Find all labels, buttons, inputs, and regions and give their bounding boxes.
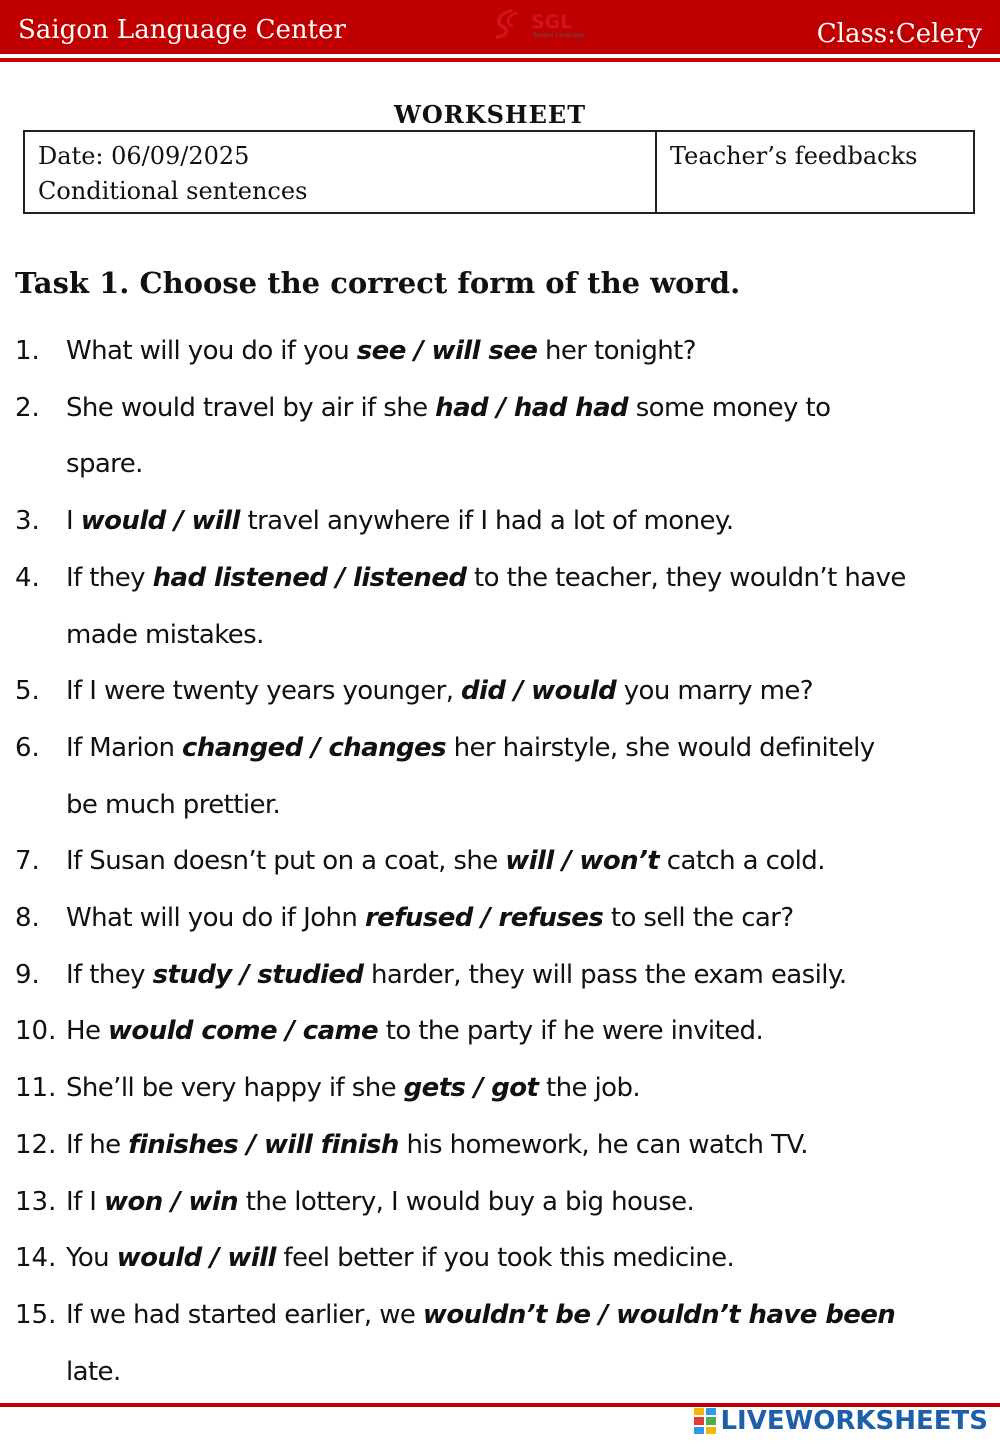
question-line	[66, 960, 847, 990]
question-number: 4.	[15, 562, 40, 593]
question-text-before: You	[66, 1243, 117, 1274]
question-line	[66, 1357, 121, 1387]
question-line	[66, 1073, 640, 1103]
logo-subtext: Saigon Language	[533, 32, 585, 39]
question-number: 3.	[15, 506, 40, 537]
question-answer-options[interactable]: had / had had	[435, 392, 629, 423]
question-text-before: If they	[66, 959, 153, 990]
question-answer-options[interactable]: would come / came	[108, 1016, 379, 1047]
question-number: 15.	[15, 1299, 57, 1330]
worksheet-title: WORKSHEET	[393, 100, 587, 129]
question-text-before: I	[66, 506, 81, 537]
question-line	[66, 1187, 694, 1217]
question-number: 12.	[15, 1129, 57, 1160]
task-title: Task 1. Choose the correct form of the word.	[15, 266, 741, 300]
question-number: 2.	[15, 392, 40, 423]
question-answer-options[interactable]: would / will	[80, 506, 240, 537]
liveworksheets-brand	[694, 1404, 988, 1438]
question-text-before: If I were twenty years younger,	[66, 676, 462, 707]
sgl-logo-icon	[493, 7, 593, 41]
question-text-after: her tonight?	[537, 336, 696, 366]
question-line	[66, 336, 696, 366]
question-text-after: to sell the car?	[603, 903, 794, 933]
question-number: 10.	[15, 1016, 57, 1047]
question-text-before: She’ll be very happy if she	[66, 1073, 404, 1104]
question-number: 14.	[15, 1243, 57, 1274]
question-text-before: If they	[66, 562, 153, 593]
info-cell-left	[25, 132, 657, 212]
question-answer-options[interactable]: won / win	[104, 1186, 239, 1217]
question-answer-options[interactable]: changed / changes	[182, 732, 446, 763]
question-line	[66, 563, 906, 593]
question-text-after: you marry me?	[616, 676, 813, 707]
question-text-before: made mistakes.	[66, 619, 264, 650]
question-number: 11.	[15, 1073, 57, 1104]
question-line	[66, 903, 794, 933]
question-number: 1.	[15, 336, 40, 366]
question-line	[66, 449, 143, 479]
question-answer-options[interactable]: gets / got	[403, 1073, 539, 1104]
question-line	[66, 1016, 763, 1046]
question-line	[66, 393, 830, 423]
teacher-feedback-label: Teacher’s feedbacks	[670, 142, 918, 170]
question-text-after: harder, they will pass the exam easily.	[363, 959, 847, 990]
question-number: 8.	[15, 903, 40, 933]
question-line	[66, 1243, 734, 1273]
liveworksheets-logo-icon	[694, 1408, 716, 1434]
question-answer-options[interactable]: had listened / listened	[152, 562, 467, 593]
question-text-after: travel anywhere if I had a lot of money.	[239, 506, 734, 537]
logo-text: SGL	[531, 11, 573, 33]
question-text-after: the lottery, I would buy a big house.	[238, 1186, 695, 1217]
question-line	[66, 1300, 895, 1330]
question-text-before: What will you do if John	[66, 903, 365, 933]
question-text-before: spare.	[66, 449, 143, 480]
question-text-after: the job.	[538, 1073, 641, 1104]
question-line	[66, 506, 734, 536]
question-text-before: be much prettier.	[66, 789, 281, 820]
question-answer-options[interactable]: finishes / will finish	[128, 1129, 399, 1160]
question-text-before: If he	[66, 1129, 129, 1160]
question-text-after: to the teacher, they wouldn’t have	[466, 562, 906, 593]
question-line	[66, 846, 825, 876]
question-number: 6.	[15, 732, 40, 763]
question-text-after: feel better if you took this medicine.	[275, 1243, 735, 1274]
question-answer-options[interactable]: would / will	[116, 1243, 276, 1274]
question-answer-options[interactable]: study / studied	[152, 959, 364, 990]
question-text-before: If we had started earlier, we	[66, 1299, 423, 1330]
class-label: Class:Celery	[816, 19, 982, 49]
question-line	[66, 676, 813, 706]
question-answer-options[interactable]: will / won’t	[505, 846, 660, 877]
question-answer-options[interactable]: wouldn’t be / wouldn’t have been	[422, 1299, 896, 1330]
question-text-before: What will you do if you	[66, 336, 357, 366]
question-answer-options[interactable]: see / will see	[356, 336, 538, 366]
worksheet-topic: Conditional sentences	[38, 177, 308, 205]
question-text-before: If Susan doesn’t put on a coat, she	[66, 846, 506, 877]
question-text-after: to the party if he were invited.	[378, 1016, 764, 1047]
question-number: 13.	[15, 1186, 57, 1217]
question-text-after: his homework, he can watch TV.	[398, 1129, 808, 1160]
worksheet-date: Date: 06/09/2025	[38, 142, 250, 170]
question-text-before: If Marion	[66, 732, 183, 763]
question-text-after: her hairstyle, she would definitely	[445, 732, 875, 763]
question-answer-options[interactable]: did / would	[461, 676, 617, 707]
question-text-before: She would travel by air if she	[66, 392, 436, 423]
question-text-after: catch a cold.	[659, 846, 825, 877]
question-number: 9.	[15, 959, 40, 990]
question-text-before: He	[66, 1016, 109, 1047]
question-text-after: some money to	[628, 392, 831, 423]
question-line	[66, 733, 875, 763]
question-number: 5.	[15, 676, 40, 707]
question-text-before: If I	[66, 1186, 105, 1217]
center-name: Saigon Language Center	[18, 15, 346, 45]
question-line	[66, 620, 264, 650]
question-answer-options[interactable]: refused / refuses	[364, 903, 604, 933]
question-text-before: late.	[66, 1356, 121, 1387]
header-divider	[0, 58, 1000, 62]
question-line	[66, 790, 280, 820]
liveworksheets-text: LIVEWORKSHEETS	[720, 1406, 988, 1436]
info-box	[23, 130, 975, 214]
question-line	[66, 1130, 808, 1160]
question-number: 7.	[15, 846, 40, 877]
